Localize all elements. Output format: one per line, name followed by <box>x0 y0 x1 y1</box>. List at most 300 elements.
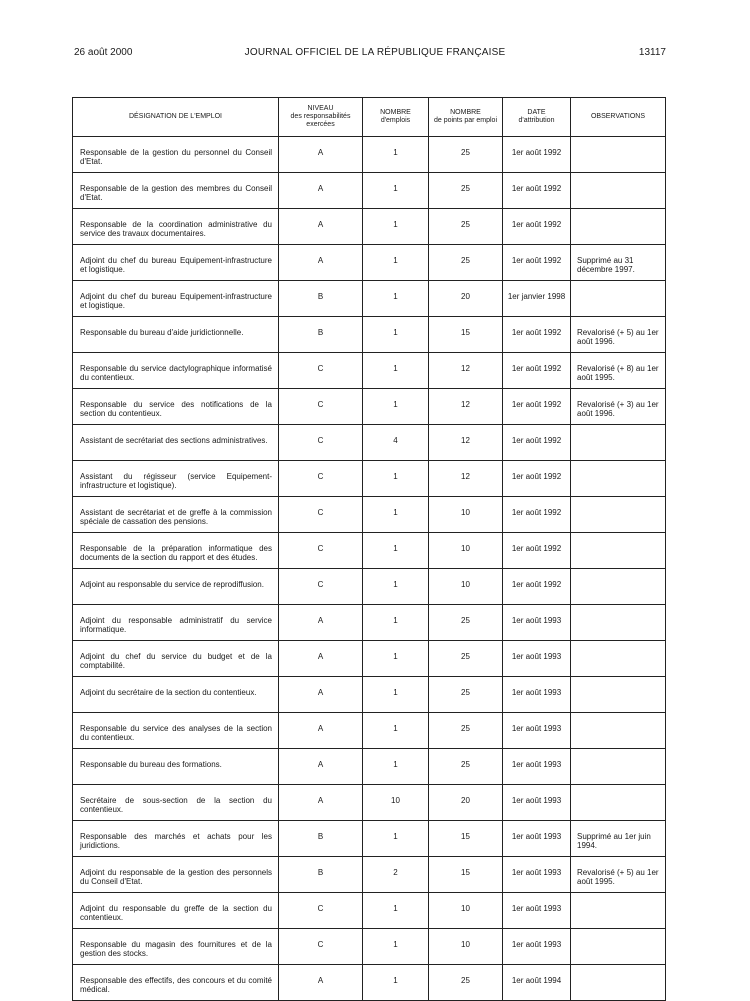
niveau-cell <box>279 245 363 281</box>
nombre-cell-text: 1 <box>393 256 398 265</box>
date-cell-text: 1er août 1992 <box>511 544 562 553</box>
nombre-cell-text: 1 <box>393 832 398 841</box>
date-cell-text: 1er août 1993 <box>511 868 562 877</box>
nombre-cell-text: 4 <box>393 436 398 445</box>
date-cell-text: 1er août 1992 <box>511 580 562 589</box>
points-cell-text: 12 <box>461 400 470 409</box>
table-row <box>73 173 666 209</box>
col-observations-label: OBSERVATIONS <box>590 113 646 120</box>
points-cell-text: 10 <box>461 940 470 949</box>
designation-cell-text: Adjoint du responsable du greffe de la section du contentieux. <box>80 904 272 922</box>
col-header-designation <box>73 98 279 137</box>
nombre-cell-text: 1 <box>393 400 398 409</box>
date-cell-text: 1er août 1993 <box>511 940 562 949</box>
date-cell <box>503 929 571 965</box>
niveau-cell <box>279 785 363 821</box>
designation-cell-text: Responsable du service dactylographique informatisé du contentieux. <box>80 364 272 382</box>
table-row <box>73 965 666 1001</box>
niveau-cell <box>279 641 363 677</box>
observations-cell <box>571 209 666 245</box>
table-row <box>73 641 666 677</box>
points-cell <box>429 281 503 317</box>
points-cell-text: 15 <box>461 832 470 841</box>
points-cell-text: 25 <box>461 688 470 697</box>
table-header-row <box>73 98 666 137</box>
nombre-cell-text: 1 <box>393 328 398 337</box>
date-cell-text: 1er août 1993 <box>511 796 562 805</box>
niveau-cell-text: C <box>317 364 324 373</box>
niveau-cell-text: A <box>317 760 324 769</box>
designation-cell-text: Responsable de la gestion du personnel du Conseil d'Etat. <box>80 148 272 166</box>
niveau-cell <box>279 461 363 497</box>
points-cell-text: 10 <box>461 904 470 913</box>
points-cell <box>429 857 503 893</box>
niveau-cell <box>279 821 363 857</box>
points-cell <box>429 569 503 605</box>
niveau-cell <box>279 533 363 569</box>
nombre-cell <box>363 317 429 353</box>
observations-cell <box>571 821 666 857</box>
date-cell <box>503 821 571 857</box>
nombre-cell <box>363 461 429 497</box>
niveau-cell-text: B <box>317 328 324 337</box>
points-cell-text: 25 <box>461 652 470 661</box>
points-cell <box>429 641 503 677</box>
niveau-cell-text: C <box>317 904 324 913</box>
nombre-cell <box>363 533 429 569</box>
date-cell <box>503 569 571 605</box>
table-body <box>73 137 666 1001</box>
observations-cell <box>571 929 666 965</box>
observations-cell <box>571 893 666 929</box>
nombre-cell <box>363 677 429 713</box>
designation-cell <box>73 605 279 641</box>
observations-cell <box>571 713 666 749</box>
col-niveau-sublabel: des responsabilités exercées <box>290 113 351 128</box>
observations-cell <box>571 677 666 713</box>
col-designation-label: DÉSIGNATION DE L'EMPLOI <box>128 113 222 120</box>
designation-cell <box>73 713 279 749</box>
nombre-cell <box>363 209 429 245</box>
points-cell-text: 25 <box>461 148 470 157</box>
header-page-number: 13117 <box>638 47 666 58</box>
table-row <box>73 713 666 749</box>
designation-cell-text: Adjoint du chef du service du budget et de la comptabilité. <box>80 652 272 670</box>
niveau-cell <box>279 497 363 533</box>
observations-cell-text: Revalorisé (+ 5) au 1er août 1996. <box>577 328 659 346</box>
col-header-nombre <box>363 98 429 137</box>
designation-cell <box>73 965 279 1001</box>
niveau-cell-text: C <box>317 436 324 445</box>
date-cell-text: 1er août 1992 <box>511 508 562 517</box>
nombre-cell-text: 1 <box>393 904 398 913</box>
niveau-cell <box>279 389 363 425</box>
date-cell <box>503 317 571 353</box>
niveau-cell-text: C <box>317 544 324 553</box>
niveau-cell <box>279 857 363 893</box>
niveau-cell <box>279 137 363 173</box>
points-cell <box>429 353 503 389</box>
niveau-cell-text: C <box>317 940 324 949</box>
date-cell <box>503 173 571 209</box>
nombre-cell-text: 1 <box>393 760 398 769</box>
observations-cell <box>571 173 666 209</box>
table-row <box>73 353 666 389</box>
date-cell-text: 1er août 1992 <box>511 364 562 373</box>
observations-cell <box>571 245 666 281</box>
niveau-cell <box>279 893 363 929</box>
points-cell-text: 25 <box>461 256 470 265</box>
designation-cell <box>73 389 279 425</box>
niveau-cell-text: A <box>317 184 324 193</box>
designation-cell-text: Adjoint du chef du bureau Equipement-infrastructure et logistique. <box>80 256 272 274</box>
niveau-cell-text: A <box>317 616 324 625</box>
table-row <box>73 893 666 929</box>
designation-cell-text: Assistant de secrétariat des sections administratives. <box>80 436 268 445</box>
niveau-cell <box>279 173 363 209</box>
observations-cell <box>571 497 666 533</box>
niveau-cell-text: B <box>317 868 324 877</box>
points-cell <box>429 785 503 821</box>
nombre-cell-text: 1 <box>393 976 398 985</box>
designation-cell-text: Responsable de la coordination administrative du service des travaux documentaires. <box>80 220 272 238</box>
designation-cell-text: Adjoint au responsable du service de reprodiffusion. <box>80 580 264 589</box>
niveau-cell <box>279 209 363 245</box>
points-cell-text: 20 <box>461 796 470 805</box>
date-cell <box>503 497 571 533</box>
observations-cell-text: Supprimé au 1er juin 1994. <box>577 832 651 850</box>
date-cell <box>503 893 571 929</box>
date-cell <box>503 641 571 677</box>
observations-cell <box>571 425 666 461</box>
table-row <box>73 425 666 461</box>
nombre-cell-text: 1 <box>393 940 398 949</box>
points-cell-text: 12 <box>461 436 470 445</box>
table-row <box>73 497 666 533</box>
nombre-cell-text: 1 <box>393 184 398 193</box>
points-cell <box>429 317 503 353</box>
date-cell-text: 1er août 1994 <box>511 976 562 985</box>
designation-cell <box>73 533 279 569</box>
designation-cell-text: Assistant de secrétariat et de greffe à la commission spéciale de cassation des pensions. <box>80 508 272 526</box>
col-header-date <box>503 98 571 137</box>
nombre-cell <box>363 497 429 533</box>
header-date: 26 août 2000 <box>74 47 133 58</box>
designation-cell-text: Responsable de la préparation informatique des documents de la section du rapport et des études. <box>80 544 272 562</box>
designation-cell <box>73 821 279 857</box>
date-cell-text: 1er août 1992 <box>511 256 562 265</box>
points-cell-text: 25 <box>461 724 470 733</box>
nombre-cell-text: 1 <box>393 148 398 157</box>
observations-cell-text: Revalorisé (+ 3) au 1er août 1996. <box>577 400 659 418</box>
points-cell-text: 15 <box>461 868 470 877</box>
points-cell <box>429 497 503 533</box>
nombre-cell-text: 2 <box>393 868 398 877</box>
points-cell-text: 25 <box>461 184 470 193</box>
nombre-cell-text: 1 <box>393 292 398 301</box>
designation-cell-text: Adjoint du secrétaire de la section du contentieux. <box>80 688 257 697</box>
col-header-niveau <box>279 98 363 137</box>
points-cell <box>429 749 503 785</box>
date-cell <box>503 749 571 785</box>
points-cell-text: 25 <box>461 976 470 985</box>
points-cell-text: 10 <box>461 508 470 517</box>
niveau-cell-text: C <box>317 580 324 589</box>
points-cell <box>429 965 503 1001</box>
date-cell-text: 1er août 1992 <box>511 328 562 337</box>
col-points-sublabel: de points par emploi <box>433 117 498 124</box>
nombre-cell-text: 1 <box>393 580 398 589</box>
observations-cell <box>571 317 666 353</box>
date-cell-text: 1er août 1993 <box>511 688 562 697</box>
nombre-cell-text: 1 <box>393 220 398 229</box>
niveau-cell-text: C <box>317 472 324 481</box>
nombre-cell <box>363 389 429 425</box>
table-row <box>73 749 666 785</box>
date-cell <box>503 713 571 749</box>
date-cell-text: 1er août 1993 <box>511 760 562 769</box>
niveau-cell <box>279 317 363 353</box>
date-cell <box>503 425 571 461</box>
designation-cell <box>73 209 279 245</box>
table-row <box>73 281 666 317</box>
observations-cell <box>571 605 666 641</box>
table-row <box>73 209 666 245</box>
nombre-cell <box>363 605 429 641</box>
nombre-cell <box>363 245 429 281</box>
niveau-cell-text: A <box>317 796 324 805</box>
designation-cell <box>73 569 279 605</box>
nombre-cell-text: 1 <box>393 724 398 733</box>
nombre-cell <box>363 353 429 389</box>
nombre-cell-text: 1 <box>393 472 398 481</box>
points-cell <box>429 929 503 965</box>
points-cell <box>429 137 503 173</box>
date-cell-text: 1er août 1992 <box>511 472 562 481</box>
nombre-cell-text: 1 <box>393 688 398 697</box>
col-date-sublabel: d'attribution <box>518 117 555 124</box>
table-row <box>73 821 666 857</box>
nombre-cell-text: 1 <box>393 616 398 625</box>
header-title: JOURNAL OFFICIEL DE LA RÉPUBLIQUE FRANÇAISE <box>244 47 506 58</box>
designation-cell-text: Responsable de la gestion des membres du Conseil d'Etat. <box>80 184 272 202</box>
observations-cell <box>571 641 666 677</box>
observations-cell-text: Revalorisé (+ 5) au 1er août 1995. <box>577 868 659 886</box>
date-cell-text: 1er août 1992 <box>511 220 562 229</box>
designation-cell <box>73 317 279 353</box>
table-row <box>73 533 666 569</box>
table-row <box>73 137 666 173</box>
points-cell-text: 10 <box>461 580 470 589</box>
nombre-cell <box>363 821 429 857</box>
niveau-cell <box>279 677 363 713</box>
observations-cell <box>571 749 666 785</box>
points-cell <box>429 389 503 425</box>
date-cell-text: 1er janvier 1998 <box>507 292 566 301</box>
points-cell <box>429 209 503 245</box>
col-niveau-label: NIVEAU <box>307 105 334 112</box>
date-cell <box>503 353 571 389</box>
observations-cell <box>571 353 666 389</box>
observations-cell <box>571 389 666 425</box>
niveau-cell-text: C <box>317 508 324 517</box>
nombre-cell <box>363 857 429 893</box>
observations-cell <box>571 137 666 173</box>
table-row <box>73 785 666 821</box>
date-cell <box>503 245 571 281</box>
designation-cell <box>73 641 279 677</box>
niveau-cell <box>279 713 363 749</box>
observations-cell <box>571 461 666 497</box>
designation-cell <box>73 137 279 173</box>
date-cell-text: 1er août 1993 <box>511 904 562 913</box>
designation-cell-text: Responsable du bureau d'aide juridictionnelle. <box>80 328 244 337</box>
col-header-points <box>429 98 503 137</box>
niveau-cell <box>279 569 363 605</box>
observations-cell <box>571 857 666 893</box>
date-cell <box>503 389 571 425</box>
observations-cell <box>571 569 666 605</box>
date-cell-text: 1er août 1993 <box>511 724 562 733</box>
page-header <box>0 0 750 60</box>
observations-cell <box>571 965 666 1001</box>
designation-cell-text: Responsable du magasin des fournitures et de la gestion des stocks. <box>80 940 272 958</box>
niveau-cell <box>279 965 363 1001</box>
observations-cell <box>571 533 666 569</box>
designation-cell <box>73 353 279 389</box>
points-cell-text: 20 <box>461 292 470 301</box>
date-cell <box>503 281 571 317</box>
designation-cell-text: Responsable des effectifs, des concours et du comité médical. <box>80 976 272 994</box>
niveau-cell-text: B <box>317 292 324 301</box>
designation-cell-text: Adjoint du chef du bureau Equipement-infrastructure et logistique. <box>80 292 272 310</box>
points-cell-text: 12 <box>461 472 470 481</box>
niveau-cell <box>279 749 363 785</box>
date-cell <box>503 965 571 1001</box>
points-cell <box>429 173 503 209</box>
nombre-cell-text: 1 <box>393 652 398 661</box>
designation-cell <box>73 857 279 893</box>
designation-cell <box>73 281 279 317</box>
designation-cell <box>73 497 279 533</box>
nombre-cell-text: 10 <box>391 796 400 805</box>
designation-cell <box>73 785 279 821</box>
date-cell-text: 1er août 1992 <box>511 400 562 409</box>
date-cell <box>503 209 571 245</box>
niveau-cell-text: C <box>317 400 324 409</box>
date-cell-text: 1er août 1993 <box>511 832 562 841</box>
col-nombre-label: NOMBRE <box>380 109 411 116</box>
nombre-cell <box>363 785 429 821</box>
designation-cell <box>73 245 279 281</box>
col-header-observations <box>571 98 666 137</box>
designation-cell <box>73 893 279 929</box>
col-date-label: DATE <box>527 109 546 116</box>
observations-cell-text: Revalorisé (+ 8) au 1er août 1995. <box>577 364 659 382</box>
table-row <box>73 569 666 605</box>
date-cell <box>503 677 571 713</box>
points-cell <box>429 533 503 569</box>
points-cell-text: 10 <box>461 544 470 553</box>
nombre-cell <box>363 569 429 605</box>
niveau-cell-text: B <box>317 832 324 841</box>
table-row <box>73 605 666 641</box>
emplois-table <box>72 97 666 1001</box>
table-row <box>73 389 666 425</box>
designation-cell-text: Responsable du service des notifications de la section du contentieux. <box>80 400 272 418</box>
date-cell <box>503 137 571 173</box>
points-cell <box>429 245 503 281</box>
designation-cell <box>73 173 279 209</box>
designation-cell-text: Responsable des marchés et achats pour les juridictions. <box>80 832 272 850</box>
points-cell <box>429 821 503 857</box>
nombre-cell <box>363 641 429 677</box>
designation-cell <box>73 677 279 713</box>
niveau-cell-text: A <box>317 148 324 157</box>
nombre-cell <box>363 929 429 965</box>
points-cell <box>429 893 503 929</box>
niveau-cell-text: A <box>317 688 324 697</box>
nombre-cell <box>363 281 429 317</box>
nombre-cell <box>363 173 429 209</box>
date-cell <box>503 605 571 641</box>
nombre-cell <box>363 749 429 785</box>
nombre-cell <box>363 713 429 749</box>
points-cell-text: 25 <box>461 616 470 625</box>
nombre-cell <box>363 965 429 1001</box>
niveau-cell-text: A <box>317 652 324 661</box>
nombre-cell-text: 1 <box>393 364 398 373</box>
observations-cell <box>571 785 666 821</box>
points-cell-text: 25 <box>461 220 470 229</box>
designation-cell-text: Responsable du service des analyses de la section du contentieux. <box>80 724 272 742</box>
date-cell <box>503 857 571 893</box>
table-row <box>73 677 666 713</box>
observations-cell-text: Supprimé au 31 décembre 1997. <box>577 256 635 274</box>
observations-cell <box>571 281 666 317</box>
points-cell <box>429 713 503 749</box>
points-cell <box>429 605 503 641</box>
points-cell <box>429 677 503 713</box>
col-nombre-sublabel: d'emplois <box>380 117 411 124</box>
points-cell <box>429 425 503 461</box>
designation-cell-text: Assistant du régisseur (service Equipement-infrastructure et logistique). <box>80 472 272 490</box>
nombre-cell-text: 1 <box>393 544 398 553</box>
date-cell <box>503 533 571 569</box>
designation-cell-text: Secrétaire de sous-section de la section du contentieux. <box>80 796 272 814</box>
nombre-cell-text: 1 <box>393 508 398 517</box>
points-cell-text: 25 <box>461 760 470 769</box>
col-points-label: NOMBRE <box>450 109 481 116</box>
niveau-cell <box>279 929 363 965</box>
points-cell-text: 15 <box>461 328 470 337</box>
date-cell <box>503 785 571 821</box>
nombre-cell <box>363 893 429 929</box>
date-cell-text: 1er août 1992 <box>511 184 562 193</box>
niveau-cell <box>279 353 363 389</box>
niveau-cell-text: A <box>317 256 324 265</box>
niveau-cell <box>279 425 363 461</box>
niveau-cell-text: A <box>317 976 324 985</box>
designation-cell <box>73 425 279 461</box>
designation-cell-text: Adjoint du responsable administratif du service informatique. <box>80 616 272 634</box>
nombre-cell <box>363 425 429 461</box>
points-cell <box>429 461 503 497</box>
date-cell-text: 1er août 1993 <box>511 652 562 661</box>
table-row <box>73 929 666 965</box>
designation-cell <box>73 461 279 497</box>
niveau-cell <box>279 281 363 317</box>
